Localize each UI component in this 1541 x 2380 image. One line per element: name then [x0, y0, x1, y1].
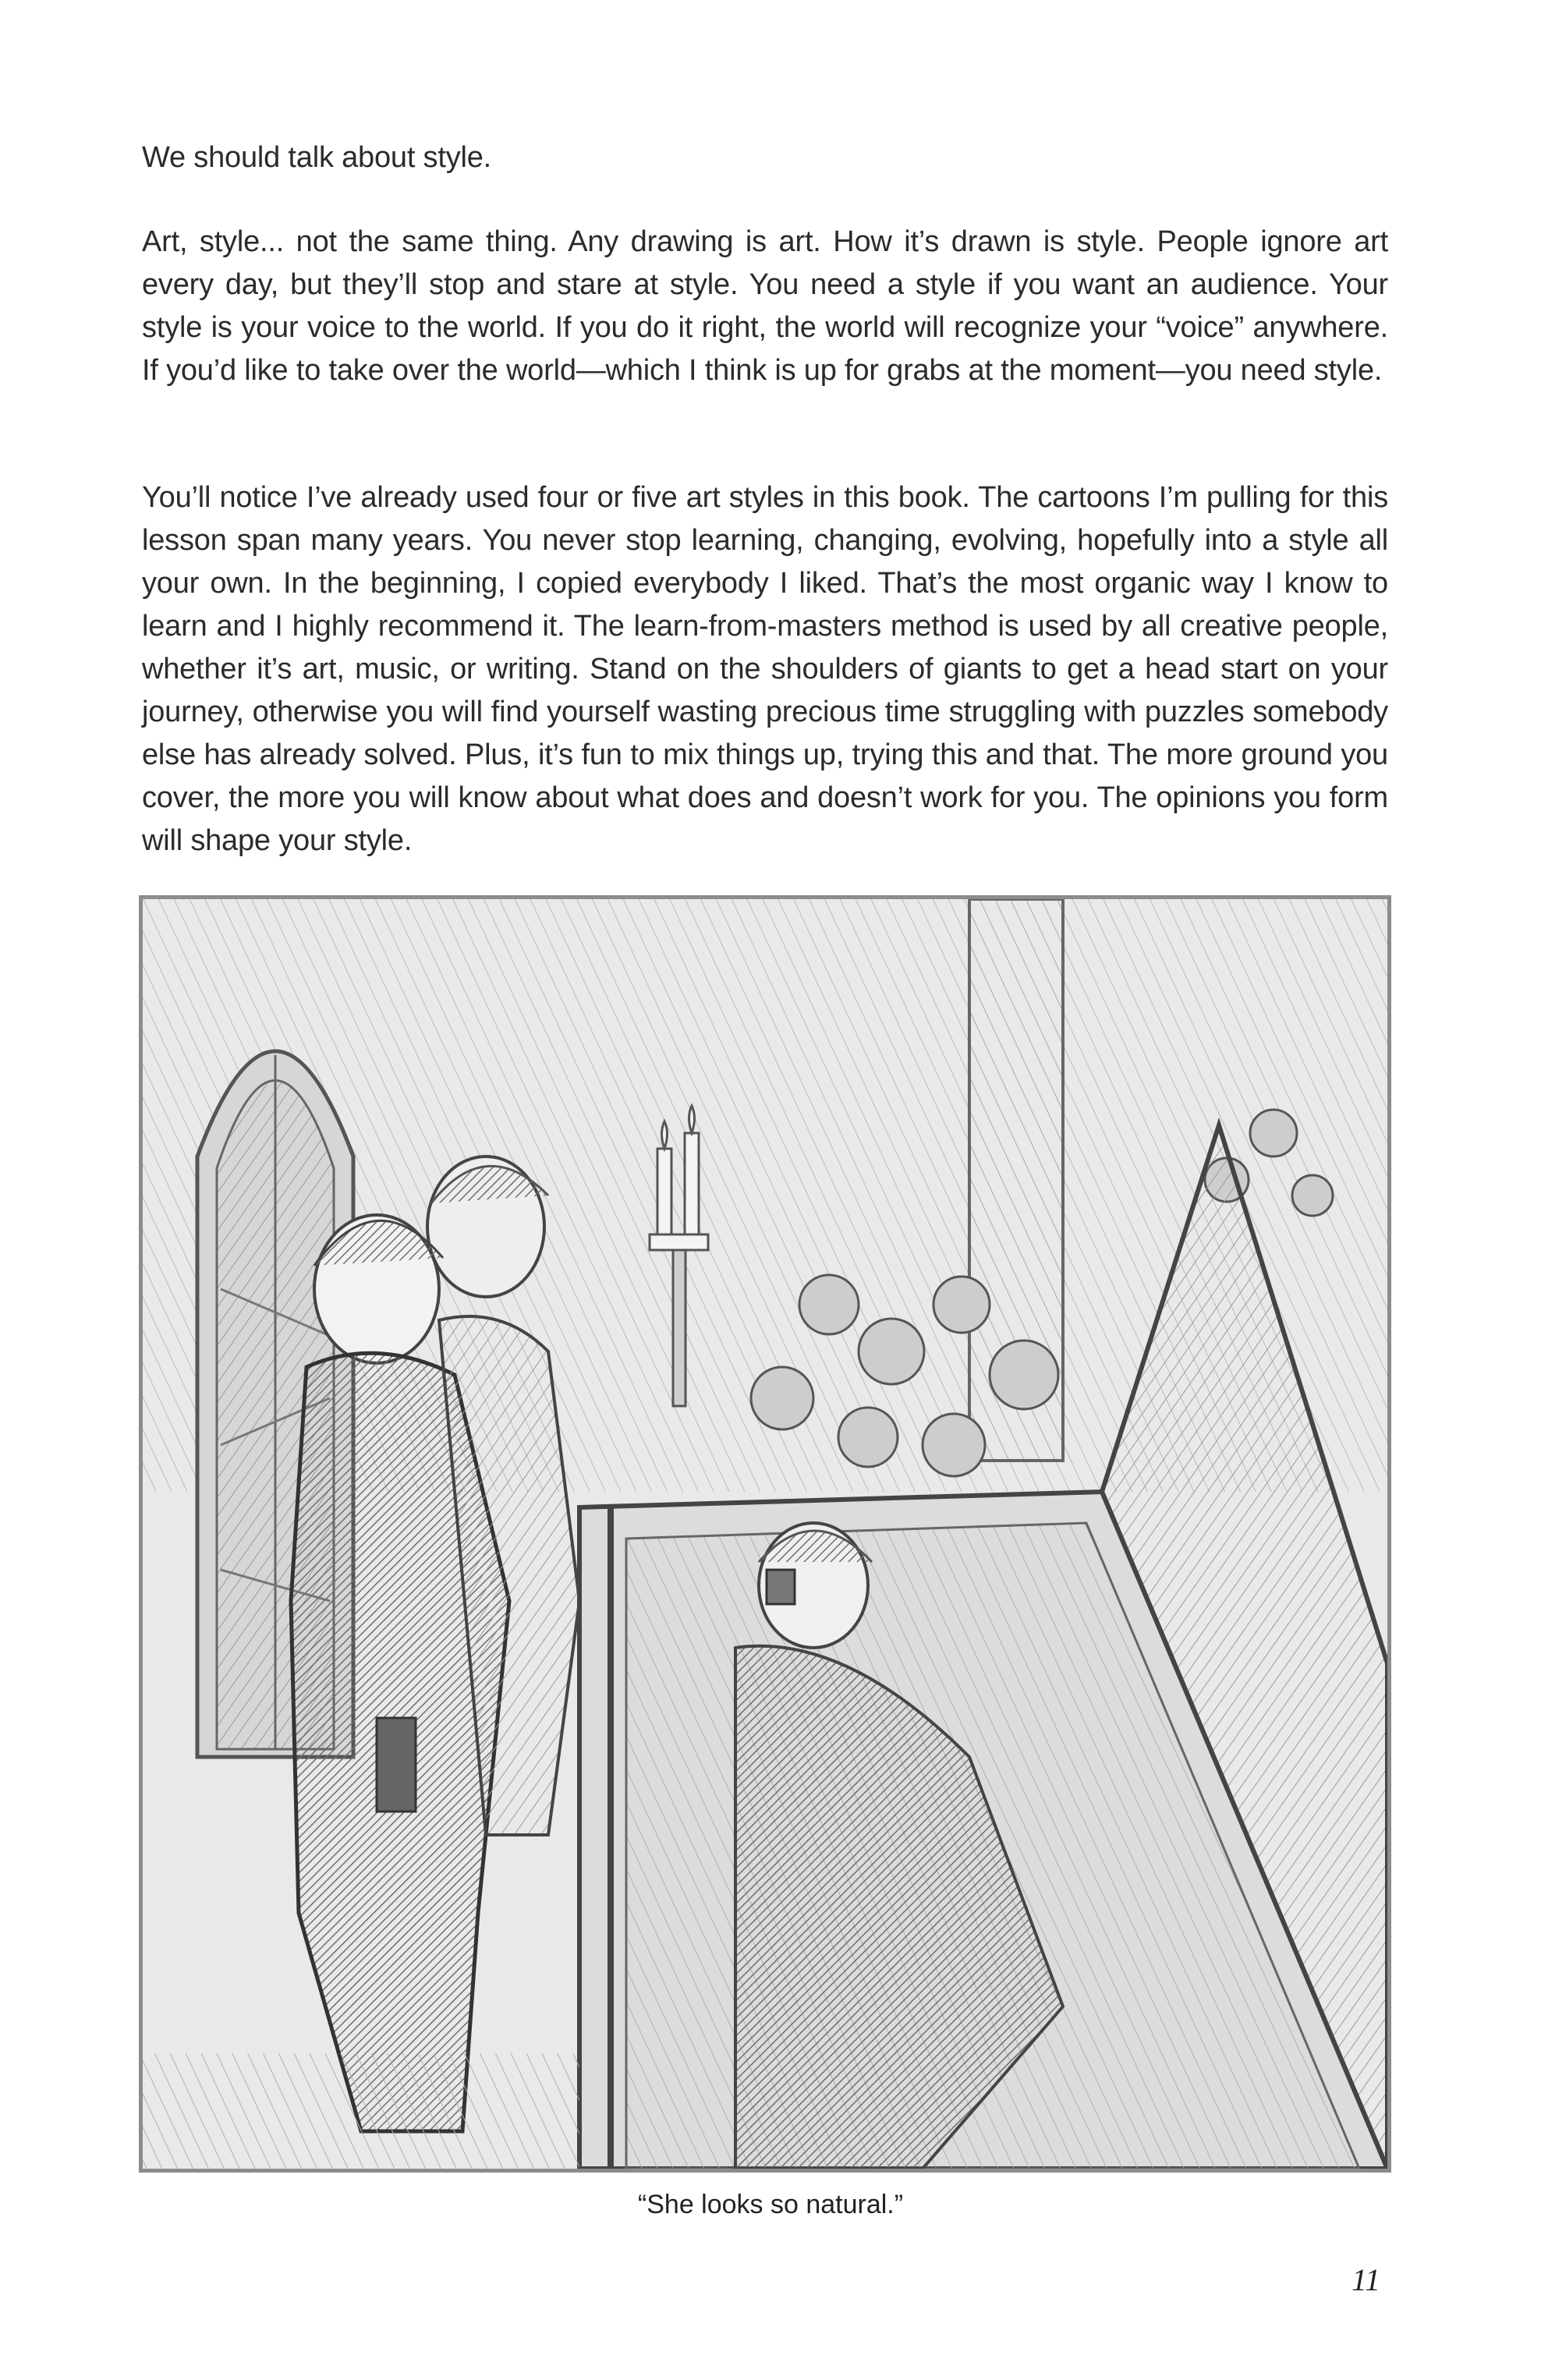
pencil-sketch-drawing	[143, 899, 1387, 2169]
funeral-cartoon-illustration	[139, 895, 1391, 2173]
paragraph-art-vs-style: Art, style... not the same thing. Any drawing is art. How it’s drawn is style. People ignore art every day, but they’ll stop and stare at style. You need a style if you want an audience. Your style is your voice to the world. If you do it right, the world will recognize your “voice” anywhere. If you’d like to take over the world—which I think is up for grabs at the moment—you need style.	[142, 225, 1388, 387]
paragraph-intro: We should talk about style.	[142, 141, 492, 174]
page-number: 11	[1351, 2262, 1380, 2297]
illustration-caption: “She looks so natural.”	[637, 2190, 904, 2219]
floor	[143, 2053, 579, 2169]
paragraph-learning-style: You’ll notice I’ve already used four or five art styles in this book. The cartoons I’m pulling for this lesson span many years. You never stop learning, changing, evolving, hopefully into a style all your own. In the beginning, I copied everybody I liked. That’s the most organic way I know to learn and I highly recommend it. The learn-from-masters method is used by all creative people, whether it’s art, music, or writing. Stand on the shoulders of giants to get a head start on your journey, otherwise you will find yourself wasting precious time struggling with puzzles somebody else has already solved. Plus, it’s fun to mix things up, trying this and that. The more ground you cover, the more you will know about what does and doesn’t work for you. The opinions you form will shape your style.	[142, 481, 1388, 857]
cell-phone	[767, 1570, 795, 1604]
handbag	[377, 1718, 416, 1812]
